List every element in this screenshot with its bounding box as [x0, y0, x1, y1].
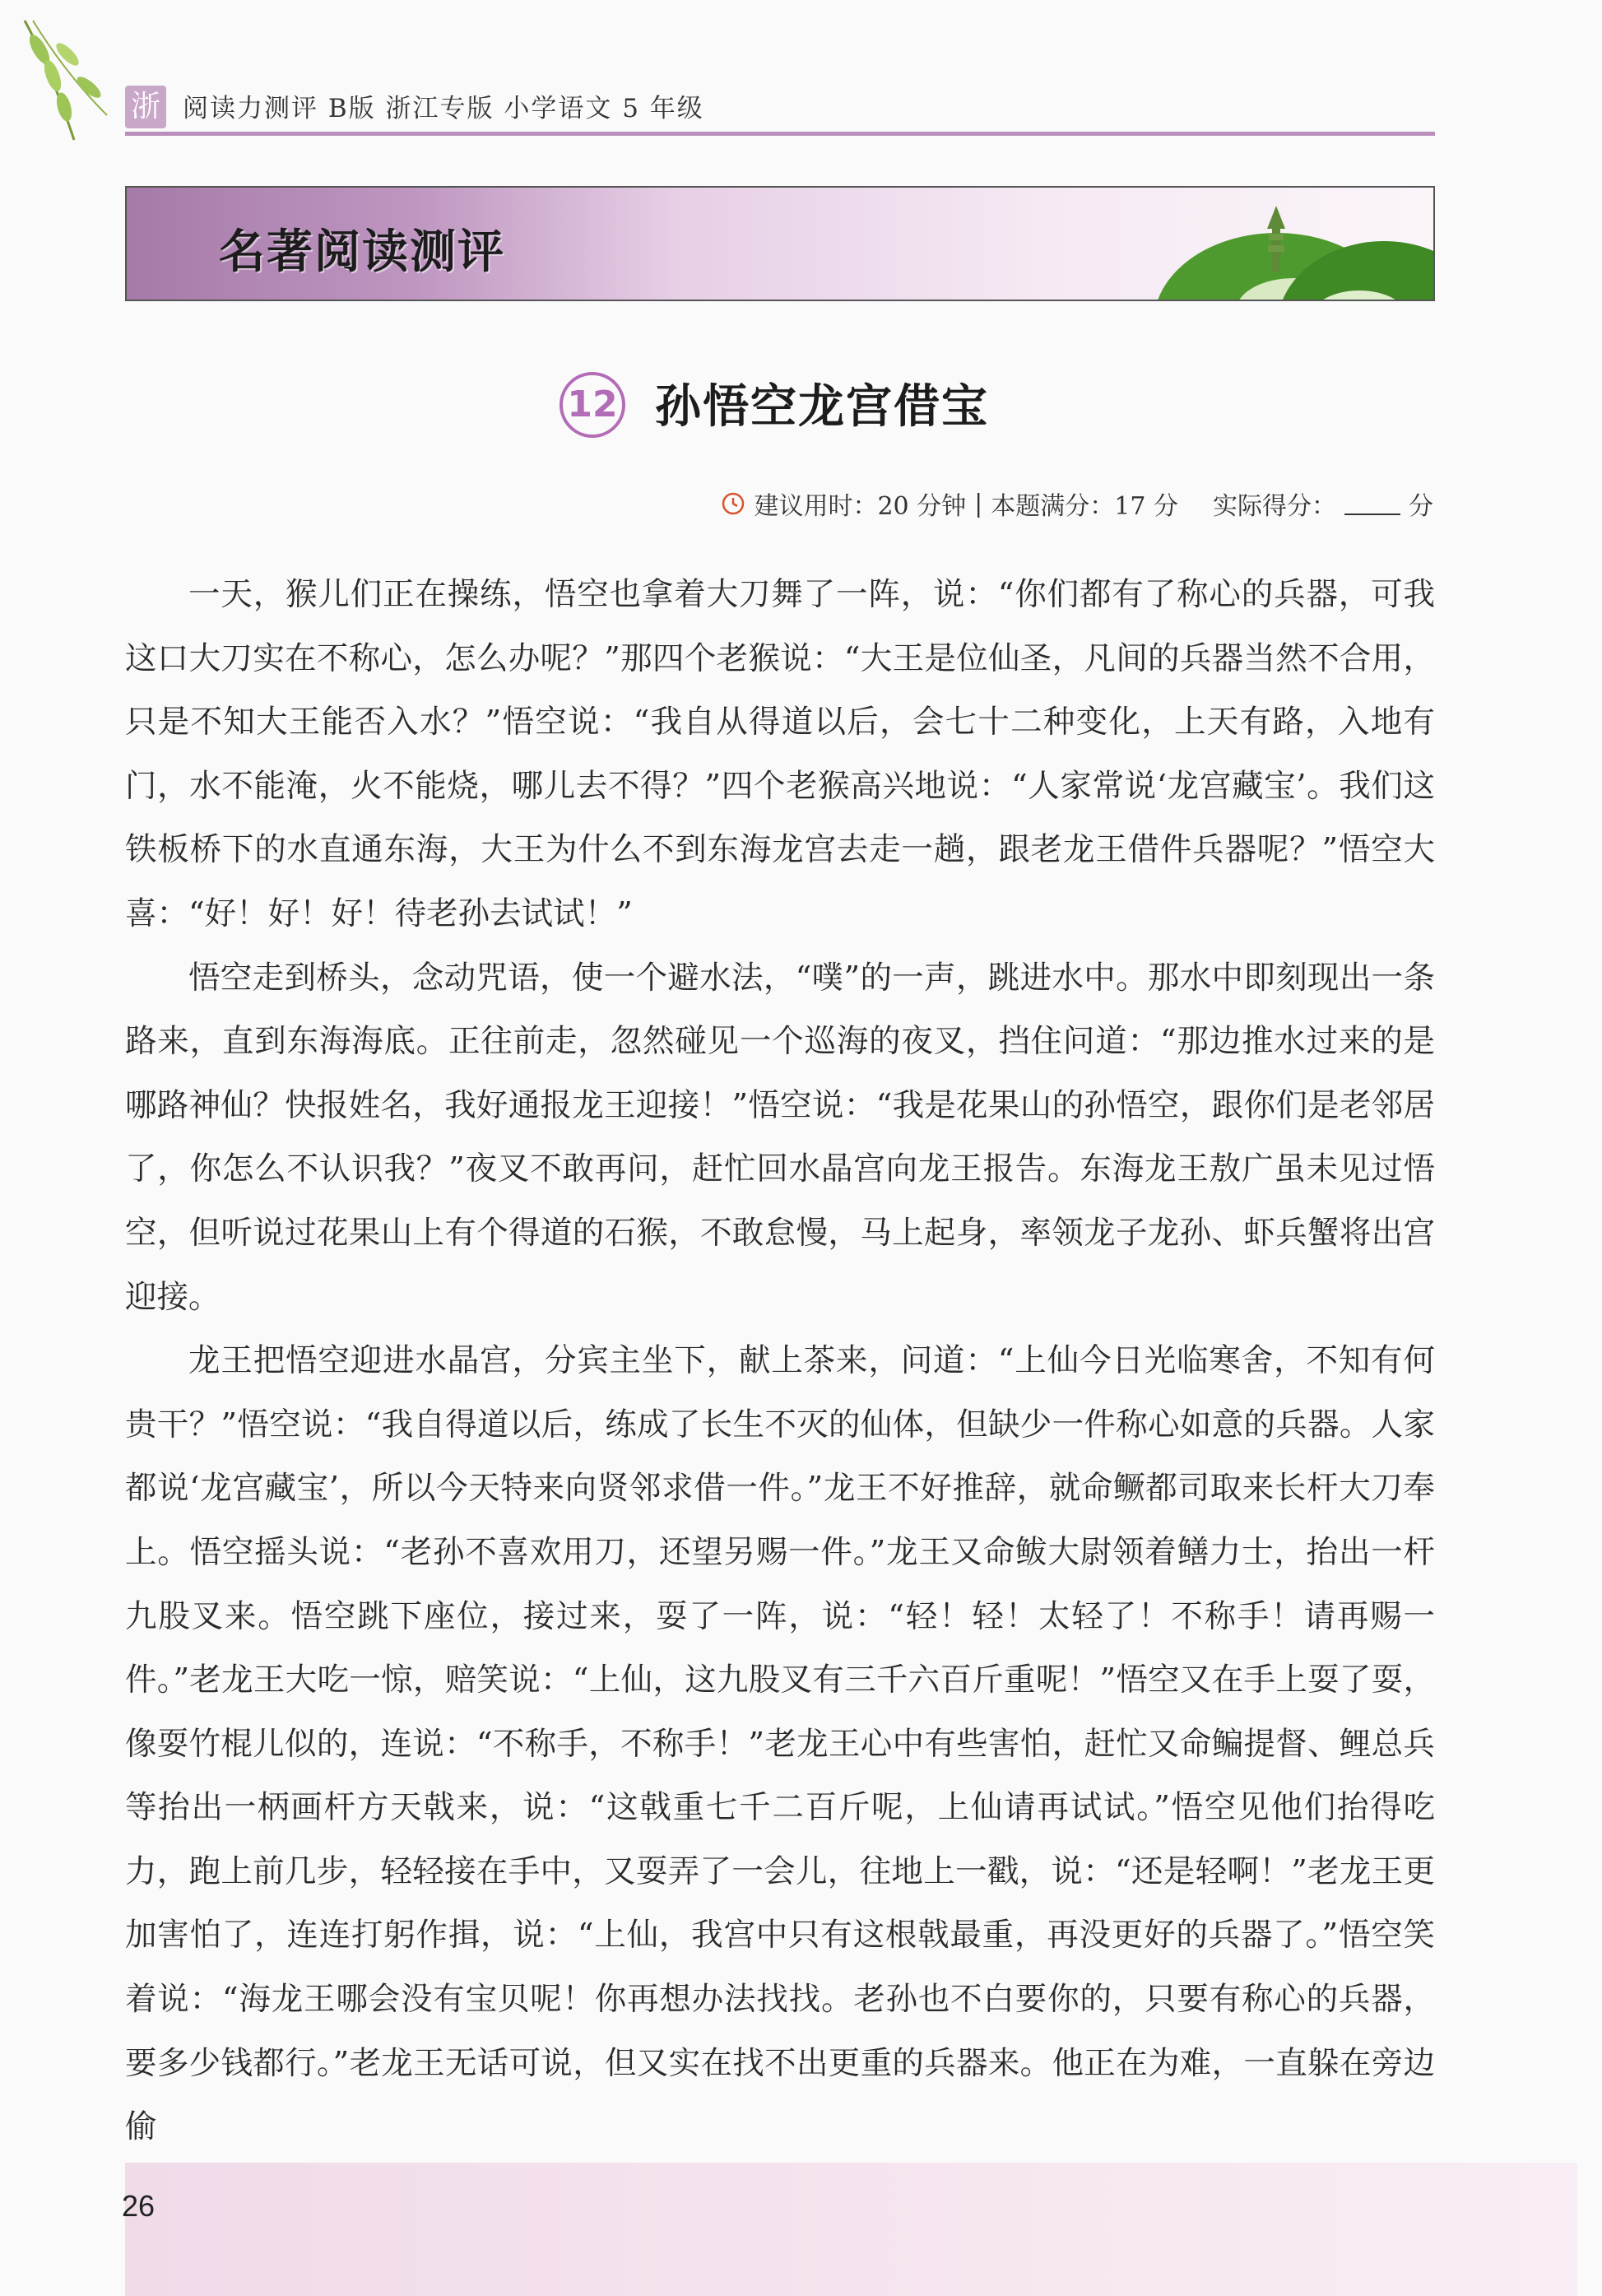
landscape-illustration — [1088, 188, 1433, 301]
section-banner-title: 名著阅读测评 — [219, 225, 505, 279]
willow-leaf-decoration — [16, 16, 140, 148]
full-score: 本题满分：17 分 — [991, 492, 1178, 521]
clock-icon — [721, 491, 745, 516]
suggested-time: 建议用时：20 分钟 — [754, 492, 967, 521]
actual-score-label: 实际得分： — [1213, 492, 1336, 521]
passage-paragraph-2: 悟空走到桥头，念动咒语，使一个避水法，“噗”的一声，跳进水中。那水中即刻现出一条路来，直到东海海底。正往前走，忽然碰见一个巡海的夜叉，挡住问道：“那边推水过来的是哪路神仙？快报姓名，我好通报龙王迎接！”悟空说：“我是花果山的孙悟空，跟你们是老邻居了，你怎么不认识我？”夜叉不敢再问，赶忙回水晶宫向龙王报告。东海龙王敖广虽未见过悟空，但听说过花果山上有个得道的石猴，不敢怠慢，马上起身，率领龙子龙孙、虾兵蟹将出宫迎接。 — [125, 959, 1435, 1316]
lesson-title: 孙悟空龙宫借宝 — [655, 380, 989, 434]
footer-band — [125, 2163, 1577, 2296]
section-banner — [125, 186, 1435, 301]
header-divider — [125, 132, 1435, 136]
time-score-info — [721, 486, 1433, 522]
header-province-badge: 浙 — [125, 86, 166, 128]
passage-paragraph-3: 龙王把悟空迎进水晶宫，分宾主坐下，献上茶来，问道：“上仙今日光临寒舍，不知有何贵干？”悟空说：“我自得道以后，练成了长生不灭的仙体，但缺少一件称心如意的兵器。人家都说‘龙宫藏宝’，所以今天特来向贤邻求借一件。”龙王不好推辞，就命鳜都司取来长杆大刀奉上。悟空摇头说：“老孙不喜欢用刀，还望另赐一件。”龙王又命鲅大尉领着鳝力士，抬出一杆九股叉来。悟空跳下座位，接过来，耍了一阵，说：“轻！轻！太轻了！不称手！请再赐一件。”老龙王大吃一惊，赔笑说：“上仙，这九股叉有三千六百斤重呢！”悟空又在手上耍了耍，像耍竹棍儿似的，连说：“不称手，不称手！”老龙王心中有些害怕，赶忙又命鳊提督、鲤总兵等抬出一柄画杆方天戟来，说：“这戟重七千二百斤呢，上仙请再试试。”悟空见他们抬得吃力，跑上前几步，轻轻接在手中，又耍弄了一会儿，往地上一戳，说：“还是轻啊！”老龙王更加害怕了，连连打躬作揖，说：“上仙，我宫中只有这根戟最重，再没更好的兵器了。”悟空笑着说：“海龙王哪会没有宝贝呢！你再想办法找找。老孙也不白要你的，只要有称心的兵器，要多少钱都行。”老龙王无话可说，但又实在找不出更重的兵器来。他正在为难，一直躲在旁边偷 — [125, 1342, 1435, 2146]
actual-score-blank[interactable] — [1344, 492, 1400, 515]
header-series-title: 阅读力测评 B版 浙江专版 小学语文 5 年级 — [183, 94, 704, 123]
passage-paragraph-1: 一天，猴儿们正在操练，悟空也拿着大刀舞了一阵，说：“你们都有了称心的兵器，可我这口大刀实在不称心，怎么办呢？”那四个老猴说：“大王是位仙圣，凡间的兵器当然不合用，只是不知大王能否入水？”悟空说：“我自从得道以后，会七十二种变化，上天有路，入地有门，水不能淹，火不能烧，哪儿去不得？”四个老猴高兴地说：“人家常说‘龙宫藏宝’。我们这铁板桥下的水直通东海，大王为什么不到东海龙宫去走一趟，跟老龙王借件兵器呢？”悟空大喜：“好！好！好！待老孙去试试！” — [125, 576, 1435, 932]
actual-score-unit: 分 — [1409, 492, 1433, 521]
lesson-number-badge: 12 — [560, 372, 625, 438]
info-separator: | — [974, 489, 983, 518]
reading-passage — [125, 563, 1435, 2159]
page-number: 26 — [122, 2189, 156, 2223]
